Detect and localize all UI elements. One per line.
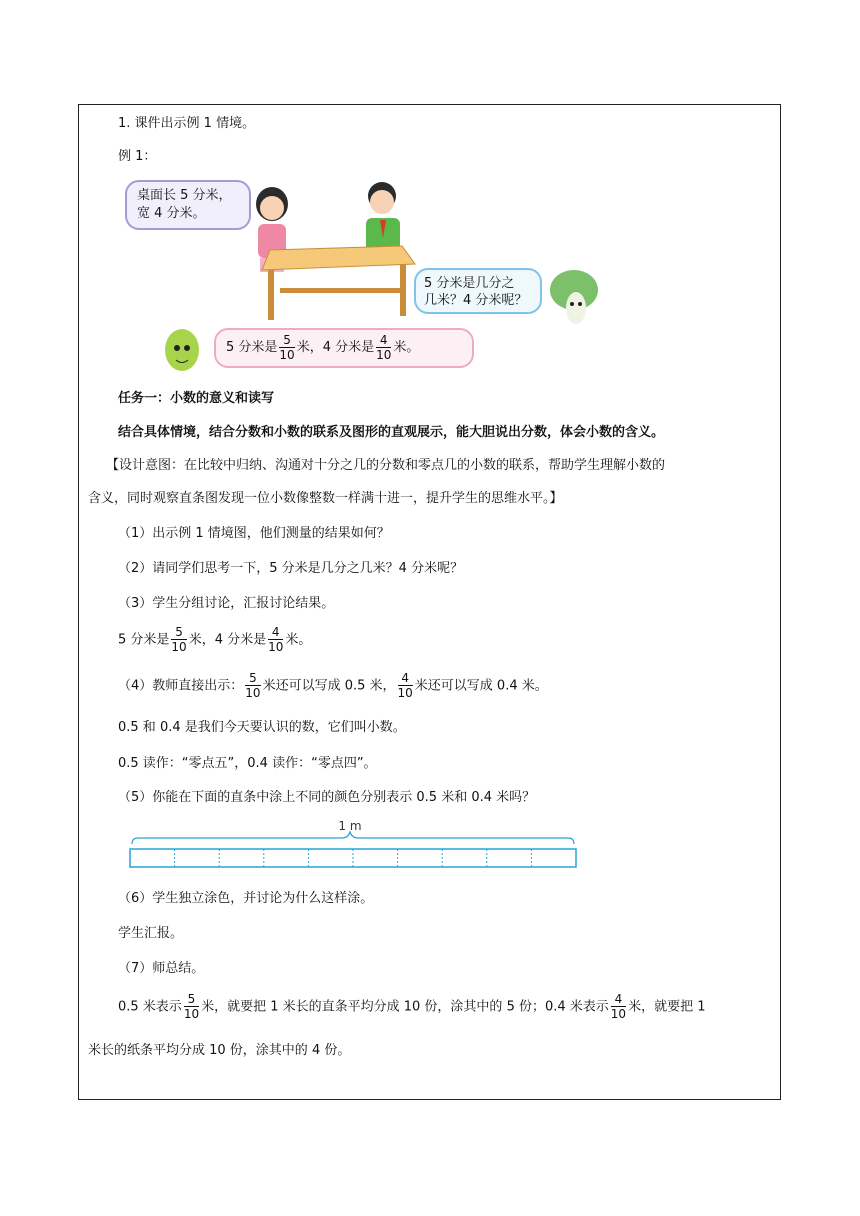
boy-speech-line-2: 几米？4 分米呢？ <box>424 293 528 308</box>
girl-speech-bubble <box>125 180 251 230</box>
bubble-text-c: 米。 <box>393 340 420 355</box>
girl-speech-line-1: 桌面长 5 分米， <box>137 188 232 203</box>
step-4: （4）教师直接出示： $\frac{5}{10}$ 米还可以写成 0.5 米， $\frac{4}{10}$ 米还可以写成 0.4 米。 <box>118 671 548 700</box>
boy-speech-line-1: 5 分米是几分之 <box>424 276 515 291</box>
bubble-text-b: 米，4 分米是 <box>296 340 375 355</box>
step-2: （2）请同学们思考一下，5 分米是几分之几米？4 分米呢？ <box>118 561 464 576</box>
example-label: 例 1： <box>118 149 157 164</box>
fraction-four-tenths: $\frac{4}{10}$ <box>376 333 392 362</box>
step-1: （1）出示例 1 情境图，他们测量的结果如何？ <box>118 526 390 541</box>
bar-label: 1 m <box>338 819 362 833</box>
step-4-reading: 0.5 读作：“零点五”，0.4 读作：“零点四”。 <box>118 756 377 771</box>
step-3: （3）学生分组讨论，汇报讨论结果。 <box>118 596 335 611</box>
line-1: 1. 课件出示例 1 情境。 <box>118 116 256 131</box>
table-figure <box>262 246 415 320</box>
pepper-speech-bubble <box>214 328 474 368</box>
step-6: （6）学生独立涂色，并讨论为什么这样涂。 <box>118 891 374 906</box>
classroom-illustration <box>240 178 430 326</box>
bubble-text-a: 5 分米是 <box>226 340 278 355</box>
task-heading: 任务一：小数的意义和读写 <box>118 391 275 406</box>
step-5: （5）你能在下面的直条中涂上不同的颜色分别表示 0.5 米和 0.4 米吗？ <box>118 790 536 805</box>
step-7: （7）师总结。 <box>118 961 205 976</box>
fraction-five-tenths: $\frac{5}{10}$ <box>279 333 295 362</box>
meter-bar-diagram <box>128 818 580 872</box>
cabbage-mascot <box>546 266 604 332</box>
task-goal: 结合具体情境，结合分数和小数的联系及图形的直观展示，能大胆说出分数，体会小数的含义。 <box>118 425 665 440</box>
pepper-mascot <box>158 320 214 376</box>
step-3-answer: 5 分米是 $\frac{5}{10}$ 米，4 分米是 $\frac{4}{10}$ 米。 <box>118 625 312 654</box>
boy-figure <box>366 182 400 254</box>
step-7-summary-line-1: 0.5 米表示 $\frac{5}{10}$ 米，就要把 1 米长的直条平均分成 10 份，涂其中的 5 份；0.4 米表示 $\frac{4}{10}$ 米，就要把 1 <box>118 992 706 1021</box>
step-7-summary-line-2: 米长的纸条平均分成 10 份，涂其中的 4 份。 <box>88 1043 351 1058</box>
bar-brace <box>132 832 574 844</box>
boy-speech-bubble <box>414 268 542 314</box>
design-intent-line-2: 含义，同时观察直条图发现一位小数像整数一样满十进一，提升学生的思维水平。】 <box>88 491 563 506</box>
step-4-note: 0.5 和 0.4 是我们今天要认识的数，它们叫小数。 <box>118 720 406 735</box>
girl-speech-line-2: 宽 4 分米。 <box>137 206 206 221</box>
step-6-report: 学生汇报。 <box>118 926 184 941</box>
design-intent-line-1: 【设计意图：在比较中归纳、沟通对十分之几的分数和零点几的小数的联系，帮助学生理解小数的 <box>106 458 666 473</box>
